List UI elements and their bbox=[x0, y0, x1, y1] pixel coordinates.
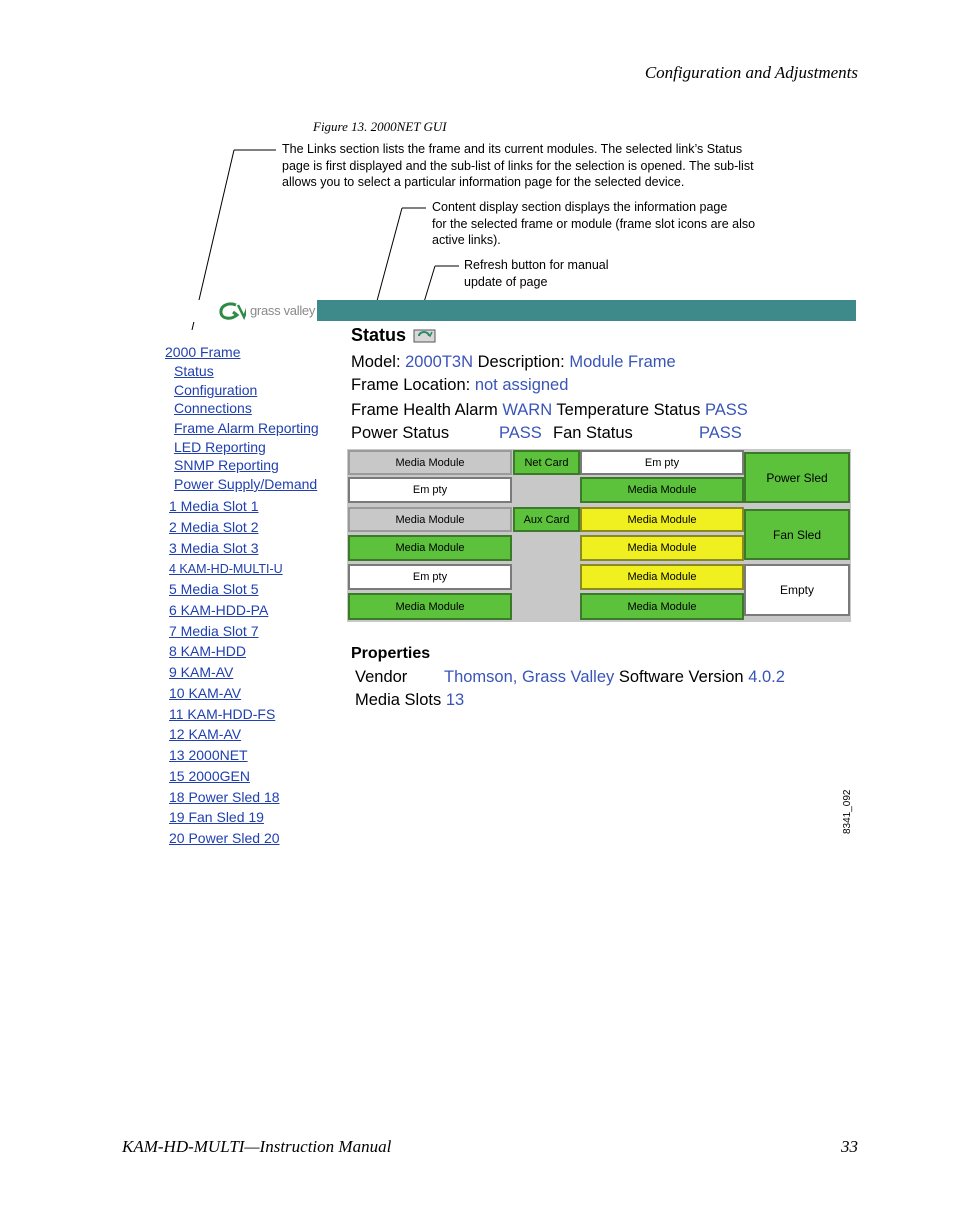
status-title: Status bbox=[351, 325, 407, 345]
frame-slot-grid bbox=[347, 449, 851, 622]
empty-sled-cell[interactable]: Empty bbox=[744, 564, 850, 616]
temperature-value: PASS bbox=[705, 401, 748, 419]
slot-cell[interactable]: Em pty bbox=[348, 564, 512, 590]
nav-slot-link[interactable]: 20 Power Sled 20 bbox=[169, 830, 280, 846]
model-value: 2000T3N bbox=[405, 353, 474, 371]
callout-line: The Links section lists the frame and its current modules. The selected link’s Status bbox=[282, 142, 743, 156]
slot-cell[interactable]: Media Module bbox=[580, 593, 744, 620]
nav-slot-link[interactable]: 10 KAM-AV bbox=[169, 685, 242, 701]
slot-cell[interactable]: Em pty bbox=[580, 450, 744, 475]
callout-line: update of page bbox=[464, 274, 548, 289]
power-sled-cell[interactable]: Power Sled bbox=[744, 452, 850, 503]
figure-caption: Figure 13. 2000NET GUI bbox=[313, 119, 447, 134]
nav-slot-link[interactable]: 13 2000NET bbox=[169, 747, 248, 763]
location-label: Frame Location: bbox=[351, 376, 471, 394]
footer-manual-title: KAM-HD-MULTI—Instruction Manual bbox=[122, 1137, 392, 1156]
slot-cell[interactable]: Media Module bbox=[580, 564, 744, 590]
nav-slot-link[interactable]: 4 KAM-HD-MULTI-U bbox=[169, 562, 283, 576]
vendor-software-line bbox=[444, 668, 785, 687]
description-label: Description: bbox=[477, 353, 565, 371]
nav-slot-link[interactable]: 12 KAM-AV bbox=[169, 726, 242, 742]
callout-line: active links). bbox=[432, 233, 501, 247]
nav-snmp-link[interactable]: SNMP Reporting bbox=[174, 457, 279, 473]
health-label: Frame Health Alarm bbox=[351, 401, 498, 419]
software-label: Software Version bbox=[618, 668, 744, 686]
logo-text: grass valley bbox=[250, 303, 316, 318]
nav-slot-link[interactable]: 1 Media Slot 1 bbox=[169, 498, 259, 514]
refresh-icon[interactable] bbox=[413, 327, 437, 343]
callout-line: Content display section displays the information page bbox=[432, 200, 728, 214]
nav-slot-link[interactable]: 9 KAM-AV bbox=[169, 664, 234, 680]
aux-card-cell[interactable]: Aux Card bbox=[513, 507, 580, 532]
header-section-title: Configuration and Adjustments bbox=[644, 63, 858, 82]
nav-slot-link[interactable]: 15 2000GEN bbox=[169, 768, 250, 784]
callout-line: Refresh button for manual bbox=[464, 258, 609, 272]
model-label: Model: bbox=[351, 353, 401, 371]
slot-cell[interactable]: Media Module bbox=[580, 507, 744, 532]
media-slots-label: Media Slots bbox=[355, 691, 442, 709]
temperature-label: Temperature Status bbox=[556, 401, 701, 419]
nav-slot-link[interactable]: 3 Media Slot 3 bbox=[169, 540, 259, 556]
software-value: 4.0.2 bbox=[748, 668, 785, 686]
nav-frame-link[interactable]: 2000 Frame bbox=[165, 344, 241, 360]
power-value: PASS bbox=[499, 424, 542, 442]
location-value: not assigned bbox=[474, 376, 569, 394]
nav-slot-link[interactable]: 6 KAM-HDD-PA bbox=[169, 602, 269, 618]
properties-title: Properties bbox=[351, 645, 431, 662]
vendor-value: Thomson, Grass Valley bbox=[444, 668, 615, 686]
callout-line: for the selected frame or module (frame slot icons are also bbox=[432, 216, 756, 231]
nav-power-supply-link[interactable]: Power Supply/Demand bbox=[174, 476, 318, 492]
location-line bbox=[351, 376, 568, 395]
slot-cell[interactable]: Media Module bbox=[580, 535, 744, 561]
fan-value: PASS bbox=[699, 424, 742, 442]
nav-slot-link[interactable]: 11 KAM-HDD-FS bbox=[169, 706, 276, 722]
nav-status-link[interactable]: Status bbox=[174, 363, 214, 379]
content-callout bbox=[432, 199, 755, 249]
nav-slot-link[interactable]: 5 Media Slot 5 bbox=[169, 581, 259, 597]
vendor-label: Vendor bbox=[355, 668, 408, 686]
nav-connections-link[interactable]: Connections bbox=[174, 400, 252, 416]
slot-cell[interactable]: Media Module bbox=[348, 507, 512, 532]
media-slots-value: 13 bbox=[445, 691, 465, 709]
refresh-callout bbox=[464, 257, 609, 290]
slot-cell[interactable]: Media Module bbox=[348, 535, 512, 561]
description-value: Module Frame bbox=[569, 353, 676, 371]
slot-cell[interactable]: Media Module bbox=[580, 477, 744, 503]
slot-cell[interactable]: Em pty bbox=[348, 477, 512, 503]
fan-label: Fan Status bbox=[553, 424, 633, 442]
callout-line: page is first displayed and the sub-list of links for the selection is opened. The sub-list bbox=[282, 158, 754, 173]
nav-led-reporting-link[interactable]: LED Reporting bbox=[174, 439, 266, 455]
net-card-cell[interactable]: Net Card bbox=[513, 450, 580, 475]
nav-slot-link[interactable]: 18 Power Sled 18 bbox=[169, 789, 280, 805]
media-slots-line bbox=[355, 691, 464, 710]
nav-slot-link[interactable]: 19 Fan Sled 19 bbox=[169, 809, 264, 825]
nav-configuration-link[interactable]: Configuration bbox=[174, 382, 258, 398]
gv-logo-icon bbox=[216, 300, 246, 322]
slot-cell[interactable]: Media Module bbox=[348, 450, 512, 475]
nav-slot-link[interactable]: 8 KAM-HDD bbox=[169, 643, 247, 659]
grass-valley-logo bbox=[164, 300, 317, 322]
nav-slot-link[interactable]: 7 Media Slot 7 bbox=[169, 623, 259, 639]
footer-page-number: 33 bbox=[841, 1137, 858, 1156]
slot-cell[interactable]: Media Module bbox=[348, 593, 512, 620]
nav-frame-alarm-link[interactable]: Frame Alarm Reporting bbox=[174, 420, 319, 436]
callout-line: allows you to select a particular information page for the selected device. bbox=[282, 175, 685, 189]
links-callout bbox=[282, 141, 754, 191]
figure-id: 8341_092 bbox=[842, 789, 853, 834]
health-line bbox=[351, 401, 748, 420]
power-label: Power Status bbox=[351, 424, 450, 442]
nav-slot-link[interactable]: 2 Media Slot 2 bbox=[169, 519, 259, 535]
health-value: WARN bbox=[502, 401, 553, 419]
fan-sled-cell[interactable]: Fan Sled bbox=[744, 509, 850, 560]
model-line bbox=[351, 353, 676, 372]
